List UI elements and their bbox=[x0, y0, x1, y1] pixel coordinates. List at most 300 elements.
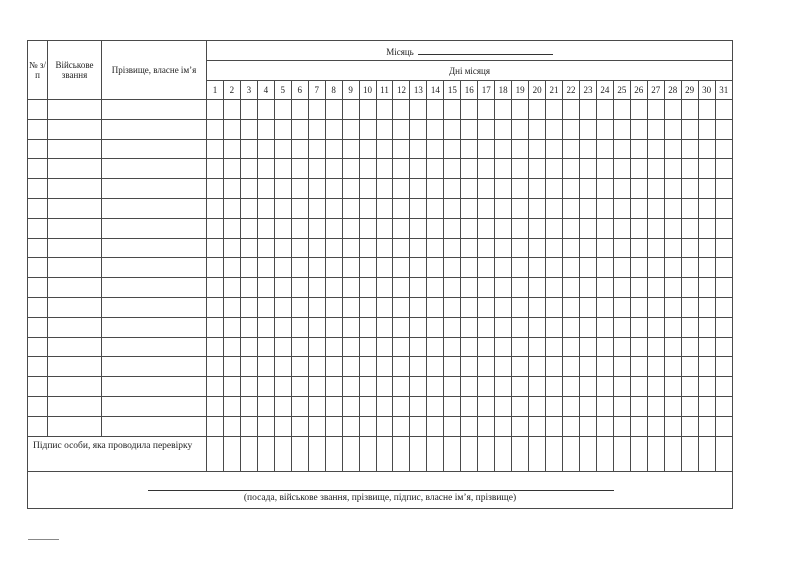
name-cell[interactable] bbox=[102, 139, 207, 159]
day-cell[interactable] bbox=[359, 278, 376, 298]
day-cell[interactable] bbox=[715, 416, 732, 436]
day-cell[interactable] bbox=[461, 100, 478, 120]
day-cell[interactable] bbox=[613, 396, 630, 416]
day-cell[interactable] bbox=[444, 357, 461, 377]
day-cell[interactable] bbox=[308, 159, 325, 179]
day-cell[interactable] bbox=[376, 139, 393, 159]
day-cell[interactable] bbox=[342, 198, 359, 218]
rank-cell[interactable] bbox=[48, 278, 102, 298]
day-cell[interactable] bbox=[410, 218, 427, 238]
day-cell[interactable] bbox=[647, 218, 664, 238]
day-cell[interactable] bbox=[342, 416, 359, 436]
day-cell[interactable] bbox=[427, 238, 444, 258]
day-cell[interactable] bbox=[596, 317, 613, 337]
day-cell[interactable] bbox=[240, 258, 257, 278]
day-cell[interactable] bbox=[393, 317, 410, 337]
day-cell[interactable] bbox=[512, 297, 529, 317]
day-cell[interactable] bbox=[257, 218, 274, 238]
day-cell[interactable] bbox=[478, 396, 495, 416]
day-cell[interactable] bbox=[342, 396, 359, 416]
day-cell[interactable] bbox=[427, 357, 444, 377]
day-cell[interactable] bbox=[529, 396, 546, 416]
day-cell[interactable] bbox=[495, 198, 512, 218]
rank-cell[interactable] bbox=[48, 317, 102, 337]
signature-day-cell[interactable] bbox=[393, 436, 410, 471]
day-cell[interactable] bbox=[427, 100, 444, 120]
day-cell[interactable] bbox=[308, 139, 325, 159]
day-cell[interactable] bbox=[410, 377, 427, 397]
day-cell[interactable] bbox=[563, 179, 580, 199]
day-cell[interactable] bbox=[308, 317, 325, 337]
day-cell[interactable] bbox=[427, 278, 444, 298]
day-cell[interactable] bbox=[461, 297, 478, 317]
day-cell[interactable] bbox=[410, 139, 427, 159]
day-cell[interactable] bbox=[495, 179, 512, 199]
day-cell[interactable] bbox=[257, 100, 274, 120]
day-cell[interactable] bbox=[681, 357, 698, 377]
signature-day-cell[interactable] bbox=[579, 436, 596, 471]
day-cell[interactable] bbox=[613, 258, 630, 278]
day-cell[interactable] bbox=[207, 258, 224, 278]
signature-day-cell[interactable] bbox=[240, 436, 257, 471]
day-cell[interactable] bbox=[715, 337, 732, 357]
day-cell[interactable] bbox=[613, 297, 630, 317]
day-cell[interactable] bbox=[698, 139, 715, 159]
day-cell[interactable] bbox=[291, 258, 308, 278]
day-cell[interactable] bbox=[647, 238, 664, 258]
day-cell[interactable] bbox=[410, 238, 427, 258]
name-cell[interactable] bbox=[102, 100, 207, 120]
rank-cell[interactable] bbox=[48, 119, 102, 139]
day-cell[interactable] bbox=[664, 100, 681, 120]
day-cell[interactable] bbox=[512, 317, 529, 337]
day-cell[interactable] bbox=[664, 218, 681, 238]
day-cell[interactable] bbox=[495, 258, 512, 278]
day-cell[interactable] bbox=[563, 396, 580, 416]
day-cell[interactable] bbox=[478, 238, 495, 258]
day-cell[interactable] bbox=[291, 139, 308, 159]
day-cell[interactable] bbox=[342, 297, 359, 317]
day-cell[interactable] bbox=[427, 396, 444, 416]
signature-day-cell[interactable] bbox=[512, 436, 529, 471]
day-cell[interactable] bbox=[478, 198, 495, 218]
day-cell[interactable] bbox=[257, 337, 274, 357]
day-cell[interactable] bbox=[257, 278, 274, 298]
day-cell[interactable] bbox=[240, 396, 257, 416]
day-cell[interactable] bbox=[563, 100, 580, 120]
day-cell[interactable] bbox=[223, 119, 240, 139]
day-cell[interactable] bbox=[563, 258, 580, 278]
day-cell[interactable] bbox=[376, 278, 393, 298]
day-cell[interactable] bbox=[274, 119, 291, 139]
day-cell[interactable] bbox=[257, 198, 274, 218]
rank-cell[interactable] bbox=[48, 139, 102, 159]
day-cell[interactable] bbox=[698, 396, 715, 416]
day-cell[interactable] bbox=[207, 337, 224, 357]
number-cell[interactable] bbox=[28, 337, 48, 357]
day-cell[interactable] bbox=[512, 218, 529, 238]
day-cell[interactable] bbox=[529, 100, 546, 120]
day-cell[interactable] bbox=[546, 218, 563, 238]
day-cell[interactable] bbox=[223, 139, 240, 159]
day-cell[interactable] bbox=[291, 416, 308, 436]
day-cell[interactable] bbox=[630, 278, 647, 298]
day-cell[interactable] bbox=[325, 238, 342, 258]
day-cell[interactable] bbox=[410, 278, 427, 298]
number-cell[interactable] bbox=[28, 258, 48, 278]
day-cell[interactable] bbox=[495, 337, 512, 357]
name-cell[interactable] bbox=[102, 258, 207, 278]
day-cell[interactable] bbox=[257, 396, 274, 416]
day-cell[interactable] bbox=[579, 297, 596, 317]
day-cell[interactable] bbox=[240, 337, 257, 357]
day-cell[interactable] bbox=[444, 119, 461, 139]
day-cell[interactable] bbox=[715, 396, 732, 416]
day-cell[interactable] bbox=[647, 258, 664, 278]
day-cell[interactable] bbox=[715, 139, 732, 159]
day-cell[interactable] bbox=[325, 297, 342, 317]
day-cell[interactable] bbox=[240, 297, 257, 317]
day-cell[interactable] bbox=[257, 119, 274, 139]
day-cell[interactable] bbox=[546, 396, 563, 416]
day-cell[interactable] bbox=[529, 317, 546, 337]
number-cell[interactable] bbox=[28, 179, 48, 199]
signature-day-cell[interactable] bbox=[698, 436, 715, 471]
day-cell[interactable] bbox=[444, 198, 461, 218]
signature-day-cell[interactable] bbox=[715, 436, 732, 471]
day-cell[interactable] bbox=[613, 377, 630, 397]
day-cell[interactable] bbox=[207, 416, 224, 436]
number-cell[interactable] bbox=[28, 198, 48, 218]
day-cell[interactable] bbox=[308, 396, 325, 416]
day-cell[interactable] bbox=[681, 238, 698, 258]
day-cell[interactable] bbox=[478, 139, 495, 159]
day-cell[interactable] bbox=[393, 337, 410, 357]
day-cell[interactable] bbox=[461, 179, 478, 199]
day-cell[interactable] bbox=[342, 218, 359, 238]
day-cell[interactable] bbox=[546, 337, 563, 357]
day-cell[interactable] bbox=[223, 100, 240, 120]
number-cell[interactable] bbox=[28, 159, 48, 179]
day-cell[interactable] bbox=[698, 179, 715, 199]
number-cell[interactable] bbox=[28, 416, 48, 436]
name-cell[interactable] bbox=[102, 238, 207, 258]
day-cell[interactable] bbox=[461, 119, 478, 139]
day-cell[interactable] bbox=[478, 159, 495, 179]
day-cell[interactable] bbox=[664, 159, 681, 179]
day-cell[interactable] bbox=[529, 297, 546, 317]
day-cell[interactable] bbox=[664, 179, 681, 199]
day-cell[interactable] bbox=[257, 258, 274, 278]
day-cell[interactable] bbox=[376, 377, 393, 397]
day-cell[interactable] bbox=[715, 258, 732, 278]
day-cell[interactable] bbox=[274, 297, 291, 317]
day-cell[interactable] bbox=[240, 416, 257, 436]
day-cell[interactable] bbox=[274, 396, 291, 416]
day-cell[interactable] bbox=[376, 357, 393, 377]
day-cell[interactable] bbox=[325, 218, 342, 238]
day-cell[interactable] bbox=[546, 317, 563, 337]
day-cell[interactable] bbox=[579, 377, 596, 397]
day-cell[interactable] bbox=[478, 317, 495, 337]
day-cell[interactable] bbox=[325, 139, 342, 159]
day-cell[interactable] bbox=[240, 159, 257, 179]
day-cell[interactable] bbox=[563, 119, 580, 139]
day-cell[interactable] bbox=[325, 198, 342, 218]
day-cell[interactable] bbox=[427, 416, 444, 436]
day-cell[interactable] bbox=[291, 357, 308, 377]
day-cell[interactable] bbox=[291, 396, 308, 416]
day-cell[interactable] bbox=[240, 179, 257, 199]
day-cell[interactable] bbox=[291, 179, 308, 199]
day-cell[interactable] bbox=[223, 278, 240, 298]
day-cell[interactable] bbox=[257, 297, 274, 317]
day-cell[interactable] bbox=[274, 377, 291, 397]
number-cell[interactable] bbox=[28, 238, 48, 258]
day-cell[interactable] bbox=[647, 198, 664, 218]
day-cell[interactable] bbox=[376, 396, 393, 416]
number-cell[interactable] bbox=[28, 357, 48, 377]
day-cell[interactable] bbox=[630, 317, 647, 337]
day-cell[interactable] bbox=[596, 357, 613, 377]
day-cell[interactable] bbox=[207, 317, 224, 337]
day-cell[interactable] bbox=[630, 396, 647, 416]
day-cell[interactable] bbox=[698, 159, 715, 179]
day-cell[interactable] bbox=[291, 218, 308, 238]
day-cell[interactable] bbox=[427, 119, 444, 139]
day-cell[interactable] bbox=[427, 317, 444, 337]
day-cell[interactable] bbox=[410, 258, 427, 278]
day-cell[interactable] bbox=[546, 159, 563, 179]
day-cell[interactable] bbox=[495, 218, 512, 238]
day-cell[interactable] bbox=[630, 357, 647, 377]
day-cell[interactable] bbox=[495, 377, 512, 397]
day-cell[interactable] bbox=[291, 337, 308, 357]
day-cell[interactable] bbox=[546, 258, 563, 278]
day-cell[interactable] bbox=[376, 416, 393, 436]
signature-day-cell[interactable] bbox=[529, 436, 546, 471]
day-cell[interactable] bbox=[512, 357, 529, 377]
day-cell[interactable] bbox=[529, 198, 546, 218]
name-cell[interactable] bbox=[102, 317, 207, 337]
day-cell[interactable] bbox=[325, 179, 342, 199]
day-cell[interactable] bbox=[715, 119, 732, 139]
day-cell[interactable] bbox=[579, 258, 596, 278]
day-cell[interactable] bbox=[698, 238, 715, 258]
day-cell[interactable] bbox=[546, 100, 563, 120]
day-cell[interactable] bbox=[444, 218, 461, 238]
day-cell[interactable] bbox=[664, 377, 681, 397]
day-cell[interactable] bbox=[207, 278, 224, 298]
day-cell[interactable] bbox=[274, 179, 291, 199]
day-cell[interactable] bbox=[274, 278, 291, 298]
day-cell[interactable] bbox=[647, 119, 664, 139]
day-cell[interactable] bbox=[613, 337, 630, 357]
signature-day-cell[interactable] bbox=[478, 436, 495, 471]
day-cell[interactable] bbox=[274, 337, 291, 357]
day-cell[interactable] bbox=[478, 179, 495, 199]
day-cell[interactable] bbox=[563, 139, 580, 159]
day-cell[interactable] bbox=[359, 139, 376, 159]
day-cell[interactable] bbox=[495, 317, 512, 337]
day-cell[interactable] bbox=[546, 416, 563, 436]
day-cell[interactable] bbox=[274, 139, 291, 159]
day-cell[interactable] bbox=[308, 377, 325, 397]
day-cell[interactable] bbox=[410, 357, 427, 377]
day-cell[interactable] bbox=[240, 139, 257, 159]
signature-day-cell[interactable] bbox=[495, 436, 512, 471]
day-cell[interactable] bbox=[325, 100, 342, 120]
day-cell[interactable] bbox=[207, 100, 224, 120]
signature-day-cell[interactable] bbox=[444, 436, 461, 471]
day-cell[interactable] bbox=[529, 238, 546, 258]
day-cell[interactable] bbox=[546, 357, 563, 377]
day-cell[interactable] bbox=[495, 139, 512, 159]
day-cell[interactable] bbox=[698, 198, 715, 218]
day-cell[interactable] bbox=[444, 377, 461, 397]
day-cell[interactable] bbox=[579, 357, 596, 377]
day-cell[interactable] bbox=[715, 159, 732, 179]
day-cell[interactable] bbox=[427, 337, 444, 357]
day-cell[interactable] bbox=[359, 218, 376, 238]
day-cell[interactable] bbox=[342, 317, 359, 337]
day-cell[interactable] bbox=[444, 159, 461, 179]
day-cell[interactable] bbox=[563, 159, 580, 179]
day-cell[interactable] bbox=[376, 317, 393, 337]
day-cell[interactable] bbox=[647, 377, 664, 397]
day-cell[interactable] bbox=[664, 317, 681, 337]
day-cell[interactable] bbox=[410, 198, 427, 218]
day-cell[interactable] bbox=[495, 396, 512, 416]
day-cell[interactable] bbox=[630, 100, 647, 120]
day-cell[interactable] bbox=[647, 159, 664, 179]
day-cell[interactable] bbox=[495, 238, 512, 258]
day-cell[interactable] bbox=[563, 416, 580, 436]
day-cell[interactable] bbox=[478, 278, 495, 298]
day-cell[interactable] bbox=[427, 179, 444, 199]
day-cell[interactable] bbox=[596, 337, 613, 357]
day-cell[interactable] bbox=[546, 377, 563, 397]
day-cell[interactable] bbox=[207, 119, 224, 139]
rank-cell[interactable] bbox=[48, 218, 102, 238]
day-cell[interactable] bbox=[359, 159, 376, 179]
day-cell[interactable] bbox=[715, 357, 732, 377]
day-cell[interactable] bbox=[698, 218, 715, 238]
rank-cell[interactable] bbox=[48, 238, 102, 258]
name-cell[interactable] bbox=[102, 278, 207, 298]
day-cell[interactable] bbox=[495, 100, 512, 120]
day-cell[interactable] bbox=[596, 238, 613, 258]
day-cell[interactable] bbox=[715, 179, 732, 199]
day-cell[interactable] bbox=[681, 416, 698, 436]
day-cell[interactable] bbox=[512, 100, 529, 120]
day-cell[interactable] bbox=[596, 139, 613, 159]
signature-day-cell[interactable] bbox=[342, 436, 359, 471]
day-cell[interactable] bbox=[461, 159, 478, 179]
day-cell[interactable] bbox=[664, 357, 681, 377]
day-cell[interactable] bbox=[512, 337, 529, 357]
day-cell[interactable] bbox=[596, 258, 613, 278]
number-cell[interactable] bbox=[28, 218, 48, 238]
day-cell[interactable] bbox=[393, 159, 410, 179]
day-cell[interactable] bbox=[529, 139, 546, 159]
day-cell[interactable] bbox=[512, 258, 529, 278]
day-cell[interactable] bbox=[478, 218, 495, 238]
day-cell[interactable] bbox=[579, 317, 596, 337]
day-cell[interactable] bbox=[427, 258, 444, 278]
day-cell[interactable] bbox=[359, 297, 376, 317]
day-cell[interactable] bbox=[376, 297, 393, 317]
day-cell[interactable] bbox=[342, 337, 359, 357]
day-cell[interactable] bbox=[630, 198, 647, 218]
day-cell[interactable] bbox=[579, 119, 596, 139]
day-cell[interactable] bbox=[207, 238, 224, 258]
day-cell[interactable] bbox=[647, 297, 664, 317]
day-cell[interactable] bbox=[596, 416, 613, 436]
day-cell[interactable] bbox=[546, 179, 563, 199]
day-cell[interactable] bbox=[715, 100, 732, 120]
signature-day-cell[interactable] bbox=[376, 436, 393, 471]
day-cell[interactable] bbox=[223, 317, 240, 337]
signature-day-cell[interactable] bbox=[461, 436, 478, 471]
day-cell[interactable] bbox=[461, 337, 478, 357]
day-cell[interactable] bbox=[240, 377, 257, 397]
day-cell[interactable] bbox=[444, 238, 461, 258]
name-cell[interactable] bbox=[102, 218, 207, 238]
day-cell[interactable] bbox=[274, 218, 291, 238]
day-cell[interactable] bbox=[257, 159, 274, 179]
day-cell[interactable] bbox=[257, 357, 274, 377]
number-cell[interactable] bbox=[28, 377, 48, 397]
day-cell[interactable] bbox=[461, 258, 478, 278]
day-cell[interactable] bbox=[410, 337, 427, 357]
day-cell[interactable] bbox=[579, 396, 596, 416]
signature-day-cell[interactable] bbox=[647, 436, 664, 471]
day-cell[interactable] bbox=[240, 317, 257, 337]
day-cell[interactable] bbox=[512, 396, 529, 416]
day-cell[interactable] bbox=[207, 179, 224, 199]
day-cell[interactable] bbox=[579, 159, 596, 179]
day-cell[interactable] bbox=[563, 337, 580, 357]
day-cell[interactable] bbox=[291, 278, 308, 298]
day-cell[interactable] bbox=[393, 100, 410, 120]
number-cell[interactable] bbox=[28, 278, 48, 298]
day-cell[interactable] bbox=[410, 100, 427, 120]
day-cell[interactable] bbox=[681, 317, 698, 337]
day-cell[interactable] bbox=[308, 238, 325, 258]
day-cell[interactable] bbox=[223, 159, 240, 179]
day-cell[interactable] bbox=[410, 416, 427, 436]
day-cell[interactable] bbox=[410, 119, 427, 139]
day-cell[interactable] bbox=[393, 179, 410, 199]
day-cell[interactable] bbox=[715, 278, 732, 298]
day-cell[interactable] bbox=[664, 337, 681, 357]
day-cell[interactable] bbox=[613, 119, 630, 139]
signature-day-cell[interactable] bbox=[664, 436, 681, 471]
day-cell[interactable] bbox=[257, 238, 274, 258]
day-cell[interactable] bbox=[257, 317, 274, 337]
day-cell[interactable] bbox=[563, 198, 580, 218]
day-cell[interactable] bbox=[630, 238, 647, 258]
day-cell[interactable] bbox=[478, 357, 495, 377]
day-cell[interactable] bbox=[647, 396, 664, 416]
day-cell[interactable] bbox=[495, 297, 512, 317]
day-cell[interactable] bbox=[596, 100, 613, 120]
month-blank-line[interactable] bbox=[418, 45, 553, 55]
day-cell[interactable] bbox=[529, 258, 546, 278]
number-cell[interactable] bbox=[28, 297, 48, 317]
day-cell[interactable] bbox=[376, 337, 393, 357]
